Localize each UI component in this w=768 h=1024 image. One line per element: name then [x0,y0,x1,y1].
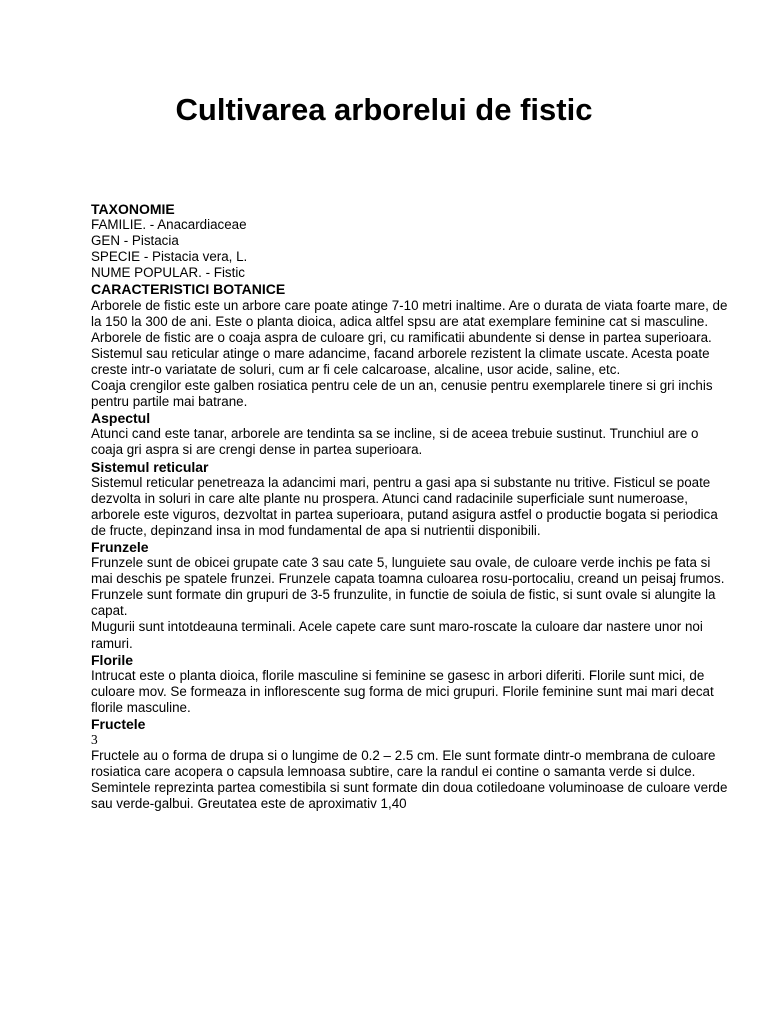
section-heading-taxonomy: TAXONOMIE [91,201,175,217]
flowers-paragraph-1: Intrucat este o planta dioica, florile masculine si feminine se gasesc in arbori diferiti. Florile sunt mici, de culoare mov. Se formeaza in inflorescente sug forma de mici grupuri. Florile feminine sunt mai mari decat florile masculine. [91,667,714,715]
fruits-paragraph-1: Fructele au o forma de drupa si o lungime de 0.2 – 2.5 cm. Ele sunt formate dintr-o membrana de culoare rosiatica care acopera o capsula lemnoasa subtire, care la randul ei contine o samanta verde si dulce. [91,748,716,780]
botanical-paragraph-3: Coaja crengilor este galben rosiatica pentru cele de un an, cenusie pentru exemplarele tinere si gri inchis pentru partile mai batrane. [91,378,713,410]
roots-paragraph-1: Sistemul reticular penetreaza la adancimi mari, pentru a gasi apa si substante nu tritive. Fisticul se poate dezvolta in soluri in care alte plante nu prospera. Atunci cand radacinile superficiale sunt numeroase, arborele este viguros, dezvoltat in partea superioara, putand asigura astfel o productie bogata si periodica de fructe, depinzand insa in mod fundamental de apa si nutrientii disponibili. [91,474,718,538]
botanical-paragraph-2: Arborele de fistic are o coaja aspra de culoare gri, cu ramificatii abundente si dense in partea superioara. Sistemul sau reticular atinge o mare adancime, facand arborele rezistent la climate uscate. Acesta poate creste intr-o variatate de soluri, cum ar fi cele calcaroase, alcaline, usor acide, saline, etc. [91,329,712,377]
section-heading-fruits: Fructele [91,716,146,732]
fruits-paragraph-2: Semintele reprezinta partea comestibila si sunt formate din doua cotiledoane voluminoase de culoare verde sau verde-galbui. Greutatea este de aproximativ 1,40 [91,780,728,812]
taxonomy-genus: GEN - Pistacia [91,233,179,249]
page-title: Cultivarea arborelui de fistic [175,92,593,127]
taxonomy-family: FAMILIE. - Anacardiaceae [91,217,247,233]
section-heading-roots: Sistemul reticular [91,458,209,475]
leaves-paragraph-2: Frunzele sunt formate din grupuri de 3-5 frunzulite, in functie de soiula de fistic, si sunt ovale si alungite la capat. [91,587,716,619]
document-body [91,201,731,813]
aspect-paragraph-1: Atunci cand este tanar, arborele are tendinta sa se incline, si de aceea trebuie sustinut. Trunchiul are o coaja gri aspra si are crengi dense in partea superioara. [91,426,699,458]
section-heading-leaves: Frunzele [91,538,149,555]
botanical-paragraph-1: Arborele de fistic este un arbore care poate atinge 7-10 metri inaltime. Are o durata de viata foarte mare, de la 150 la 300 de ani. Este o planta dioica, adica altfel spsu are atat exemplare feminine cat si masculine. [91,297,728,329]
section-heading-aspect: Aspectul [91,410,151,427]
leaves-paragraph-3: Mugurii sunt intotdeauna terminali. Acele capete care sunt maro-roscate la culoare dar nastere unor noi ramuri. [91,619,703,651]
leaves-paragraph-1: Frunzele sunt de obicei grupate cate 3 sau cate 5, lunguiete sau ovale, de culoare verde inchis pe fata si mai deschis pe spatele frunzei. Frunzele capata toamna culoarea rosu-portocaliu, creand un peisaj frumos. [91,555,725,587]
taxonomy-species: SPECIE - Pistacia vera, L. [91,249,248,265]
section-heading-botanical: CARACTERISTICI BOTANICE [91,281,286,298]
section-heading-flowers: Florile [91,651,134,668]
taxonomy-popular-name: NUME POPULAR. - Fistic [91,265,246,281]
page-number: 3 [91,732,98,748]
